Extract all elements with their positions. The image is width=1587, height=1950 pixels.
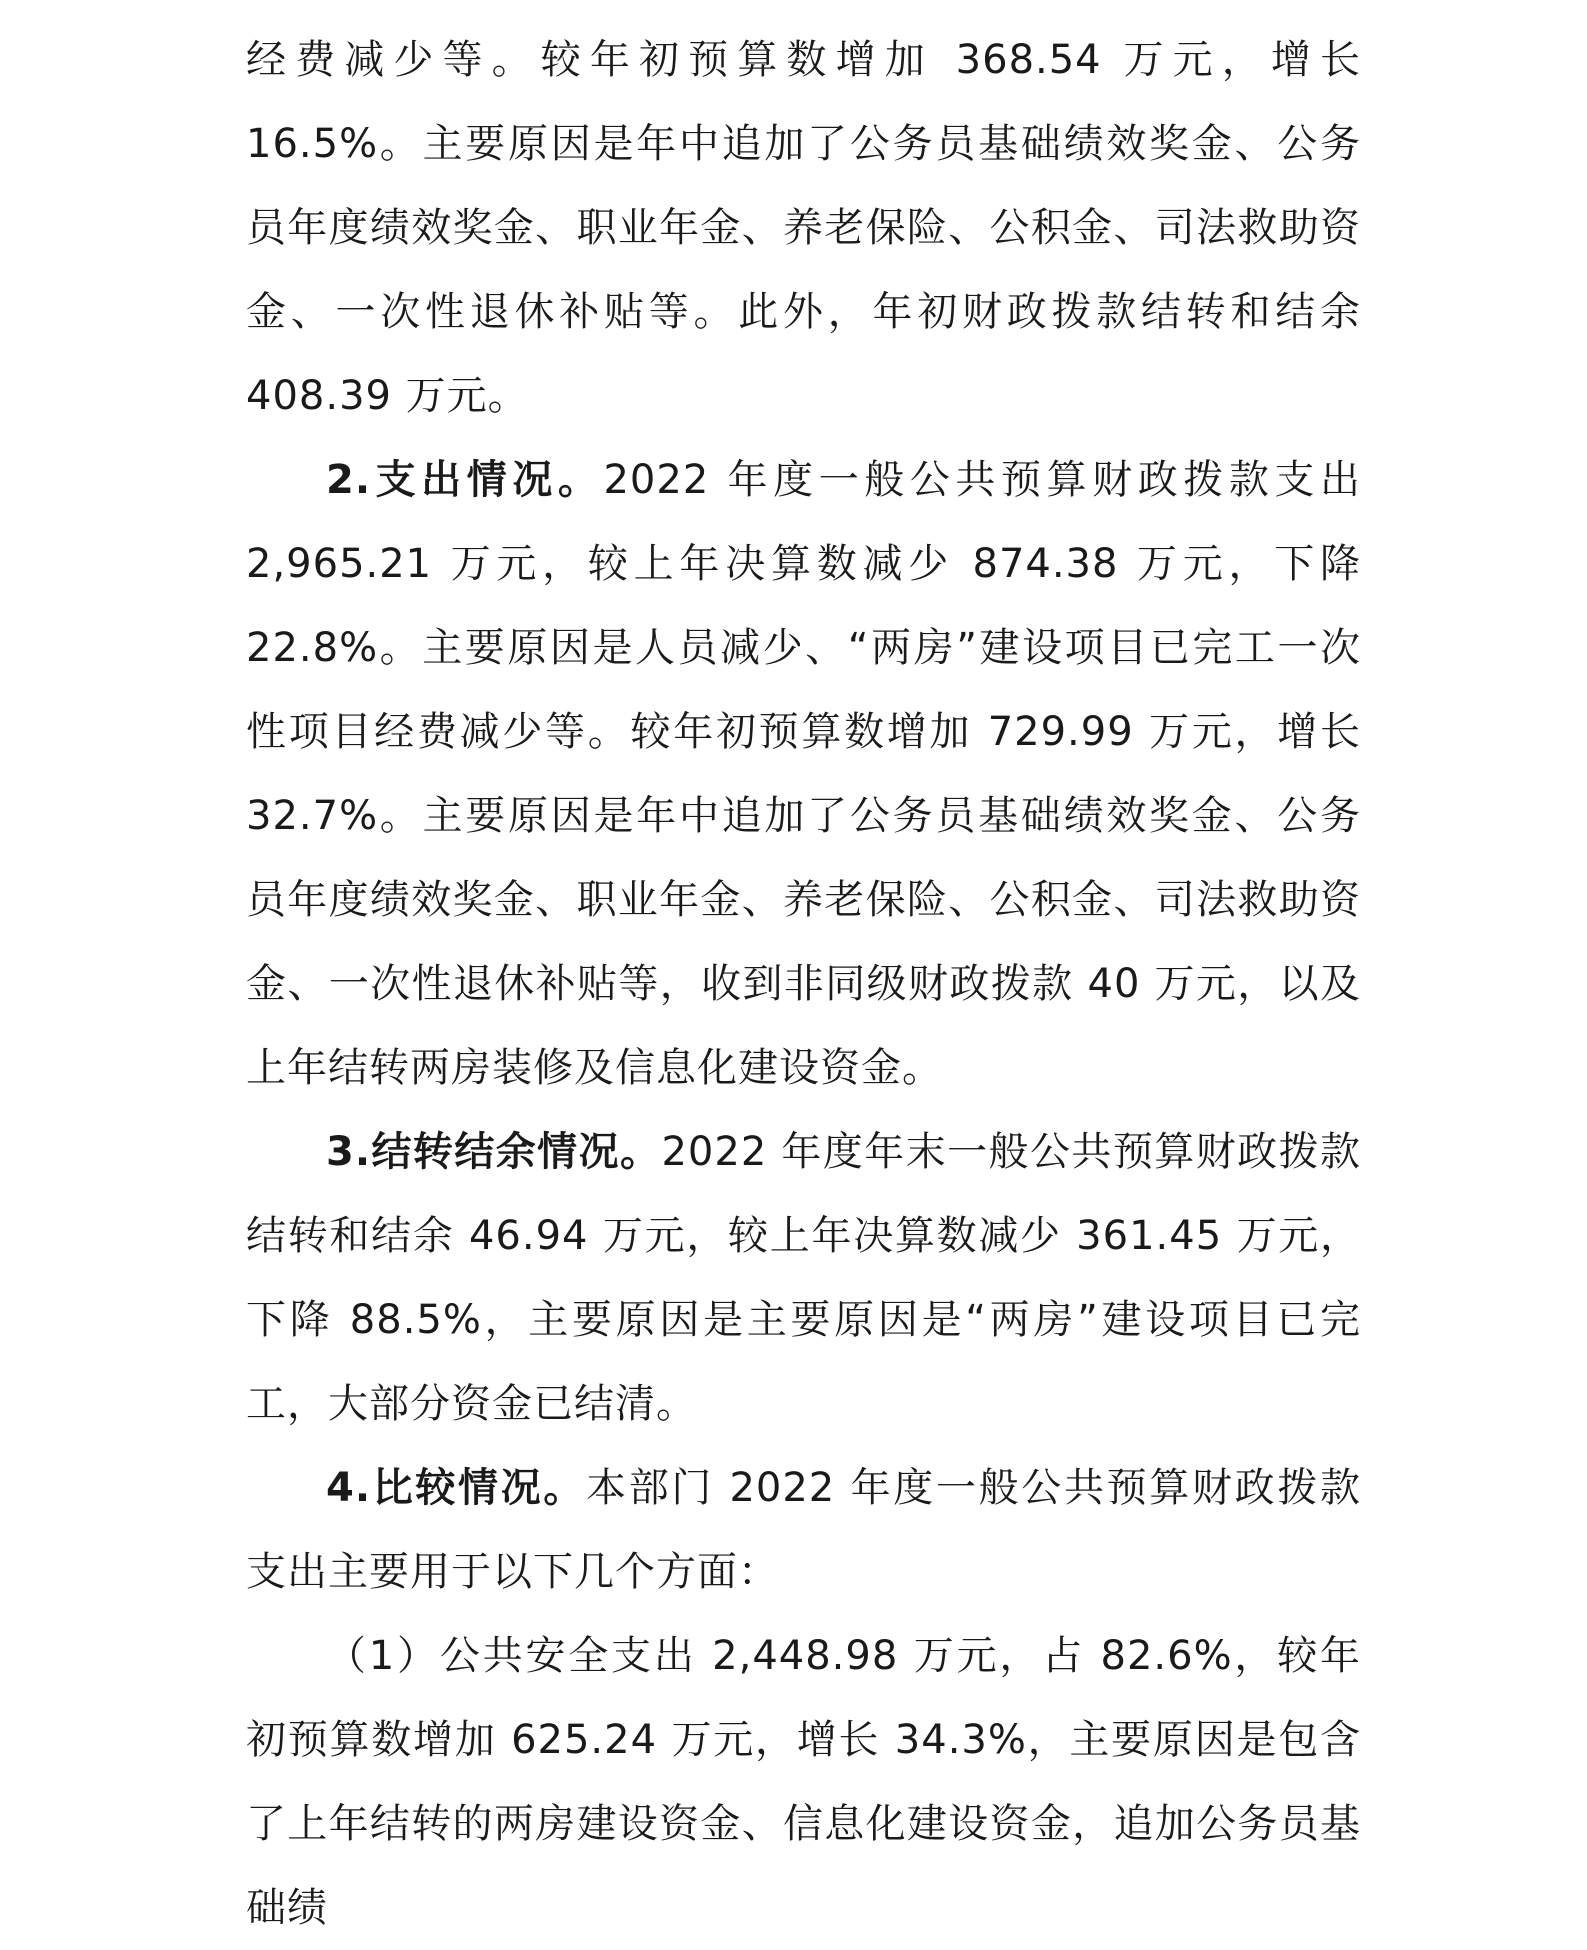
heading-expenditure: 2.支出情况。 <box>326 457 604 503</box>
paragraph-comparison <box>246 1446 1361 1614</box>
heading-comparison: 4.比较情况。 <box>326 1465 587 1511</box>
heading-carryover: 3.结转结余情况。 <box>326 1129 662 1175</box>
comparison-body: 本部门 2022 年度一般公共预算财政拨款支出主要用于以下几个方面： <box>246 1465 1361 1595</box>
paragraph-expenditure <box>246 438 1361 1110</box>
paragraph-carryover <box>246 1110 1361 1446</box>
expenditure-body: 2022 年度一般公共预算财政拨款支出 2,965.21 万元，较上年决算数减少 874.38 万元，下降 22.8%。主要原因是人员减少、“两房”建设项目已完工一次性项目经费减少等。较年初预算数增加 729.99 万元，增长 32.7%。主要原因是年中追加了公务员基础绩效奖金、公务员年度绩效奖金、职业年金、养老保险、公积金、司法救助资金、一次性退休补贴等，收到非同级财政拨款 40 万元，以及上年结转两房装修及信息化建设资金。 <box>246 457 1361 1091</box>
carryover-body: 2022 年度年末一般公共预算财政拨款结转和结余 46.94 万元，较上年决算数减少 361.45 万元，下降 88.5%，主要原因是主要原因是“两房”建设项目已完工，大部分资金已结清。 <box>246 1129 1361 1427</box>
paragraph-income-summary: 经费减少等。较年初预算数增加 368.54 万元，增长 16.5%。主要原因是年中追加了公务员基础绩效奖金、公务员年度绩效奖金、职业年金、养老保险、公积金、司法救助资金、一次性退休补贴等。此外，年初财政拨款结转和结余 408.39 万元。 <box>246 37 1361 419</box>
paragraph-public-security: （1）公共安全支出 2,448.98 万元，占 82.6%，较年初预算数增加 625.24 万元，增长 34.3%，主要原因是包含了上年结转的两房建设资金、信息化建设资金，追加公务员基础绩 <box>246 1633 1361 1931</box>
document-body <box>246 18 1361 1950</box>
